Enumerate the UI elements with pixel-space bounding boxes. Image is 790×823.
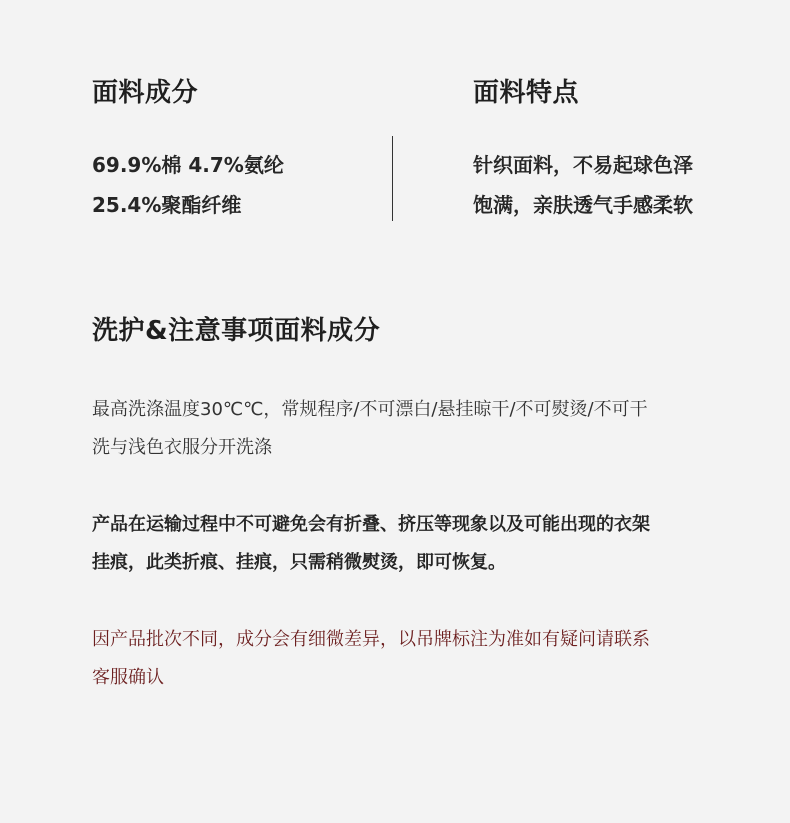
features-line: 针织面料，不易起球色泽 [473, 153, 693, 177]
composition-line: 25.4%聚酯纤维 [92, 193, 242, 217]
care-title: 洗护&注意事项面料成分 [92, 316, 381, 346]
composition-title: 面料成分 [92, 78, 199, 108]
washing-line: 洗与浅色衣服分开洗涤 [92, 437, 272, 458]
features-line: 饱满，亲肤透气手感柔软 [473, 193, 693, 217]
transport-note [92, 506, 722, 582]
composition-line: 69.9%棉 4.7%氨纶 [92, 153, 284, 177]
transport-line: 产品在运输过程中不可避免会有折叠、挤压等现象以及可能出现的衣架 [92, 514, 650, 535]
composition-block [92, 145, 284, 225]
features-title: 面料特点 [473, 78, 580, 108]
washing-line: 最高洗涤温度30℃℃，常规程序/不可漂白/悬挂晾干/不可熨烫/不可干 [92, 399, 648, 420]
batch-line: 因产品批次不同，成分会有细微差异，以吊牌标注为准如有疑问请联系 [92, 629, 650, 650]
column-divider [392, 136, 393, 221]
batch-line: 客服确认 [92, 667, 164, 688]
batch-note [92, 621, 722, 697]
features-block [473, 145, 693, 225]
transport-line: 挂痕，此类折痕、挂痕，只需稍微熨烫，即可恢复。 [92, 552, 506, 573]
washing-instructions [92, 391, 722, 467]
